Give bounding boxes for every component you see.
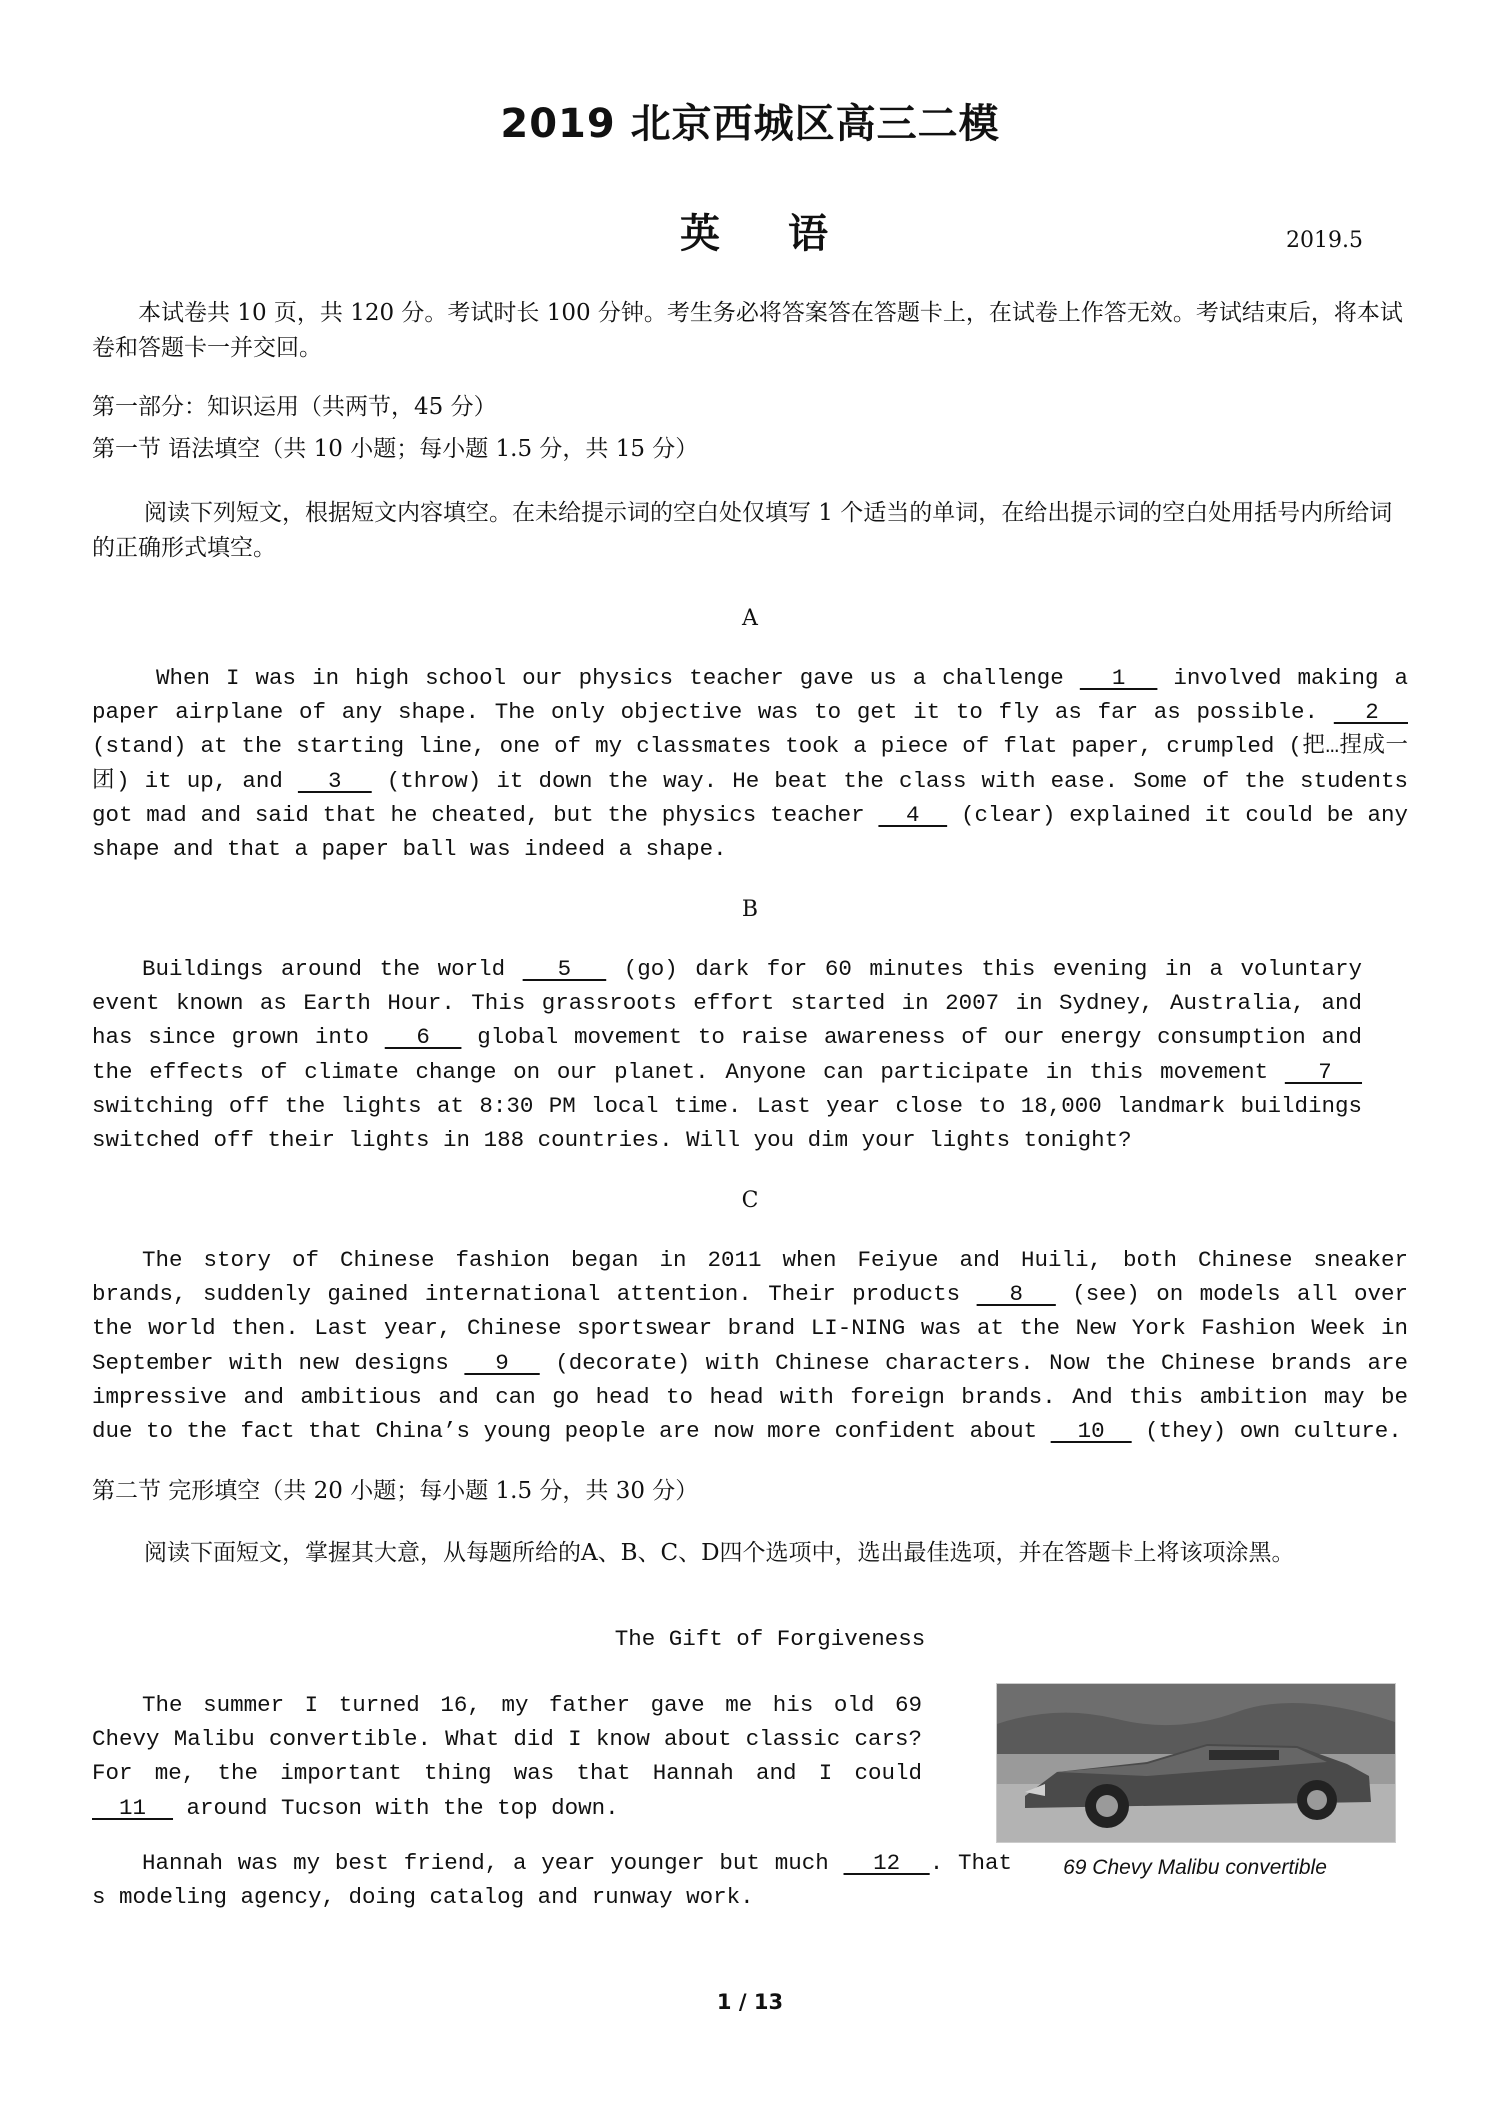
blank-1: 1 [1079, 665, 1158, 691]
blank-10: 10 [1050, 1418, 1132, 1445]
part-one-heading: 第一部分：知识运用（共两节，45 分） [92, 394, 497, 420]
blank-9: 9 [464, 1349, 540, 1376]
subject-heading: 英语 [680, 211, 896, 257]
blank-12: 12 [843, 1850, 930, 1876]
story-paragraph-1: The summer I turned 16, my father gave me his old 69 Chevy Malibu convertible. What did I know about classic cars? For me, the important thing was that Hannah and I could 11 around Tucson with the top down. [92, 1692, 922, 1821]
passage-c-label: C [741, 1188, 759, 1213]
section-two-directions: 阅读下面短文，掌握其大意，从每题所给的A、B、C、D四个选项中，选出最佳选项，并在答题卡上将该项涂黑。 [144, 1540, 1295, 1566]
passage-a-label: A [742, 606, 758, 631]
blank-5: 5 [522, 956, 607, 982]
exam-intro: 本试卷共 10 页，共 120 分。考试时长 100 分钟。考生务必将答案答在答题卡上，在试卷上作答无效。考试结束后，将本试卷和答题卡一并交回。 [92, 300, 1403, 361]
exam-date: 2019.5 [1286, 228, 1363, 253]
story-paragraph-2: Hannah was my best friend, a year younger but much 12 . That s modeling agency, doing catalog and runway work. [92, 1850, 1012, 1911]
passage-a: When I was in high school our physics teacher gave us a challenge 1 involved making a paper airplane of any shape. The only objective was to get it to fly as far as possible. 2 (stand) at the starting line, one of my classmates took a piece of flat paper, crumpled (把…捏成一团) it up, and 3 (throw) it down the way. He beat the class with ease. Some of the students got mad and said that he cheated, but the physics teacher 4 (clear) explained it could be any shape and that a paper ball was indeed a shape. [92, 665, 1409, 863]
blank-7: 7 [1284, 1058, 1363, 1085]
passage-b-label: B [741, 897, 759, 922]
photo-caption: 69 Chevy Malibu convertible [1063, 1856, 1327, 1879]
blank-4: 4 [878, 801, 948, 828]
blank-6: 6 [384, 1024, 462, 1051]
section-two-heading: 第二节 完形填空（共 20 小题；每小题 1.5 分，共 30 分） [92, 1478, 699, 1504]
blank-8: 8 [976, 1281, 1056, 1308]
blank-3: 3 [297, 767, 372, 794]
story-title: The Gift of Forgiveness [614, 1626, 926, 1652]
blank-11: 11 [92, 1794, 174, 1821]
page-number: 1 / 13 [716, 1990, 784, 2014]
blank-2: 2 [1333, 699, 1408, 726]
car-photo [996, 1683, 1396, 1843]
section-one-heading: 第一节 语法填空（共 10 小题；每小题 1.5 分，共 15 分） [92, 436, 699, 462]
exam-title: 2019 北京西城区高三二模 [500, 101, 1000, 147]
passage-c: The story of Chinese fashion began in 2011 when Feiyue and Huili, both Chinese sneaker brands, suddenly gained international attention. Their products 8 (see) on models all over the world then. Last year, Chinese sportswear brand LI-NING was at the New York Fashion Week in September with new designs 9 (decorate) with Chinese characters. Now the Chinese brands are impressive and ambitious and can go head to head with foreign brands. And this ambition may be due to the fact that China’s young people are now more confident about 10 (they) own culture. [92, 1247, 1409, 1445]
passage-b: Buildings around the world 5 (go) dark for 60 minutes this evening in a voluntary event known as Earth Hour. This grassroots effort started in 2007 in Sydney, Australia, and has since grown into 6 global movement to raise awareness of our energy consumption and the effects of climate change on our planet. Anyone can participate in this movement 7 switching off the lights at 8:30 PM local time. Last year close to 18,000 landmark buildings switched off their lights in 188 countries. Will you dim your lights tonight? [92, 956, 1363, 1154]
section-one-directions: 阅读下列短文，根据短文内容填空。在未给提示词的空白处仅填写 1 个适当的单词，在给出提示词的空白处用括号内所给词的正确形式填空。 [92, 500, 1393, 561]
